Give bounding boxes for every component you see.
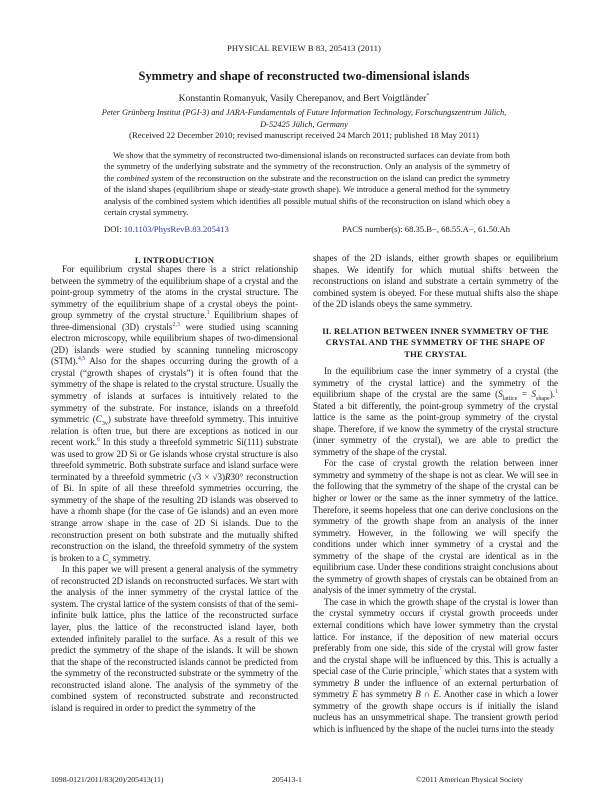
right-column [313, 366, 558, 736]
doi-link[interactable]: 10.1103/PhysRevB.83.205413 [123, 224, 229, 234]
section-heading-relation [313, 326, 558, 360]
received-dates: (Received 22 December 2010; revised manuscript received 24 March 2011; published 18 May 2011) [129, 130, 479, 140]
reference-link[interactable]: 1 [206, 310, 210, 317]
text: ). [549, 389, 555, 400]
affiliation [0, 107, 608, 130]
abstract-text: of the reconstruction on the substrate and the reconstruction on the island can predict the symmetry of the island shapes (equilibrium shape or steady-state growth shape). We introduce a general method for the symmetry analysis of the combined system which identifies all possible mutual shifts of the reconstruction on island which obey a certain crystal symmetry. [104, 173, 510, 218]
pacs-numbers: PACS number(s): 68.35.B−, 68.55.A−, 61.50.Ah [342, 224, 510, 234]
text: symmetry. [110, 552, 151, 563]
text: . Another case in which a lower symmetry of the growth shape occurs is if initially the island nucleus has an unsymmetrical shape. The transient growth period which is influenced by the shape of the nuclei turns into the steady [313, 689, 558, 734]
text: has symmetry [357, 689, 416, 700]
paragraph [313, 366, 558, 458]
footer-issn: 1098-0121/2011/83(20)/205413(11) [51, 775, 164, 784]
reference-link[interactable]: 7 [439, 666, 443, 673]
text: ) substrate have threefold symmetry. This intuitive relation is often true, but there are exceptions as noticed in our recent work. [51, 414, 298, 448]
authors [0, 93, 608, 104]
abstract-text: We show that the symmetry of reconstructed two-dimensional islands on reconstructed surfaces can deviate from both the symmetry of the underlying substrate and the symmetry of the reconstruction. Only an analysis of the symmetry of the [104, 151, 510, 183]
math-symbol: S [531, 389, 537, 400]
paper-title: Symmetry and shape of reconstructed two-dimensional islands [138, 69, 470, 83]
footer-copyright: ©2011 American Physical Society [416, 775, 524, 784]
text: Stated a bit differently, the point-group symmetry of the crystal lattice is the same as the point-group symmetry of the crystal shape. Therefore, if we know the symmetry of the crystal structure (inner symmetry of the crystal), we are able to predict the symmetry of the shape of the crystal. [313, 400, 558, 457]
paragraph: For the case of crystal growth the relation between inner symmetry and symmetry of the shape is not as clear. We will see in the following that the symmetry of the shape of the crystal can be higher or lower or the same as the inner symmetry of the lattice. Therefore, it seems hopeless that one can derive conclusions on the symmetry of the growth shape from an analysis of the inner symmetry. However, in the following we will specify the conditions under which inner symmetry of a crystal and the symmetry of the shape of the crystal are identical as in the equilibrium case. Under these conditions straight conclusions about the symmetry of growth shapes of crystals can be obtained from an analysis of the inner symmetry of the crystal. [313, 458, 558, 596]
affiliation-line-1: Peter Grünberg Institut (PGI-3) and JARA-Fundamentals of Future Information Technology, Forschungszentrum Jülich, [101, 108, 507, 117]
text: were studied using scanning electron microscopy, while equilibrium shapes of two-dimensional (2D) islands were studied by scanning tunneling microscopy (STM). [51, 321, 298, 367]
left-column [51, 264, 298, 714]
math-symbol: B ∩ E [415, 689, 439, 700]
math-subscript: shape [536, 395, 550, 402]
corresponding-author-link[interactable]: * [426, 93, 430, 99]
text: For equilibrium crystal shapes there is a strict relationship between the symmetry of the equilibrium shape of a crystal and the point-group symmetry of the atoms in the crystal structure. The symmetry of the equilibrium shape of a crystal obeys the point-group symmetry of the crystal structure. [51, 264, 298, 321]
text: Also for the shapes occurring during the growth of a crystal (“growth shapes of crystals”) it is often found that the symmetry of the shape is related to the crystal structure. Usually the symmetry of islands at surfaces is intuitively related to the symmetry of the substrate. For instance, islands on a threefold symmetric ( [51, 356, 298, 425]
affiliation-line-2: D-52425 Jülich, Germany [260, 119, 348, 129]
math-symbol: C [102, 552, 109, 563]
math-symbol: R [225, 471, 231, 482]
reference-link[interactable]: 6 [97, 437, 100, 444]
math-symbol: C [95, 414, 102, 425]
text: In the equilibrium case the inner symmetry of a crystal (the symmetry of the crystal lattice) and the symmetry of the equilibrium shape of the crystal are the same ( [313, 366, 558, 400]
math-subscript: lattice [502, 395, 518, 402]
reference-link[interactable]: 4,5 [77, 356, 86, 363]
reference-link[interactable]: 2,3 [172, 321, 180, 328]
text: Equilibrium shapes of three-dimensional (3D) crystals [51, 310, 299, 332]
paragraph: In this paper we will present a general analysis of the symmetry of reconstructed 2D islands on reconstructed surfaces. We start with the analysis of the inner symmetry of the crystal lattice of the system. The crystal lattice of the system consists of that of the semi-infinite bulk lattice, plus the lattice of the reconstructed surface layer, plus the lattice of the reconstructed island layer, both extended infinitely parallel to the surface. As a result of this we predict the symmetry of the shape of the islands. It will be shown that the shape of the reconstructed islands cannot be predicted from the symmetry of the reconstructed substrate or the symmetry of the reconstructed island alone. The analysis of the symmetry of the combined system of reconstructed substrate and reconstructed island is required in order to predict the symmetry of the [51, 564, 298, 713]
heading-line: THE CRYSTAL [404, 348, 467, 359]
abstract [104, 150, 510, 218]
text: In this study a threefold symmetric Si(111) substrate was used to grow 2D Si or Ge islands whose crystal structure is also threefold symmetric. Both substrate surface and island surface were terminated by a threefold symmetric (√3 × √3) [51, 437, 298, 482]
doi-label: DOI: [104, 224, 124, 234]
text: 30° reconstruction of Bi. In spite of all these threefold symmetries occurring, the symmetry of the shape of the resulting 2D islands was observed to have a rhomb shape (for the case of Ge islands) and an even more strange arrow shape in the case of 2D Si islands. Due to the reconstruction present on both substrate and the mutually shifted reconstruction on the island, the threefold symmetry of the system is broken to a [51, 471, 298, 563]
doi [104, 224, 229, 234]
paragraph [51, 264, 298, 564]
text: = [517, 389, 532, 400]
text: The case in which the growth shape of the crystal is lower than the crystal symmetry occurs if crystal growth proceeds under external conditions which have lower symmetry than the crystal lattice. For instance, if the deposition of new material occurs preferably from one side, this side of the crystal will grow faster and the crystal shape will be influenced by this. This is actually a special case of the Curie principle, [313, 596, 558, 677]
math-subscript: s [108, 559, 111, 566]
text: under the influence of an external perturbation of symmetry [313, 677, 559, 700]
right-column-top [313, 253, 558, 311]
math-subscript: 3v [101, 420, 108, 427]
math-symbol: B [353, 677, 360, 688]
footer-page-number: 205413-1 [272, 775, 302, 784]
text: which states that a system with symmetry [313, 666, 558, 688]
heading-line: II. RELATION BETWEEN INNER SYMMETRY OF THE [322, 326, 549, 336]
reference-link[interactable]: 1 [555, 389, 558, 396]
running-head: PHYSICAL REVIEW B 83, 205413 (2011) [226, 43, 382, 53]
paragraph: shapes of the 2D islands, either growth shapes or equilibrium shapes. We identify for which mutual shifts between the reconstructions on island and substrate a certain symmetry of the combined system is obeyed. For these mutual shifts also the shape of the 2D islands obeys the same symmetry. [313, 253, 558, 310]
heading-line: CRYSTAL AND THE SYMMETRY OF THE SHAPE OF [325, 337, 546, 348]
section-heading-introduction: I. INTRODUCTION [134, 255, 215, 265]
abstract-emphasis: combined system [116, 173, 174, 183]
math-symbol: E [352, 689, 358, 700]
math-symbol: S [498, 389, 503, 400]
author-names: Konstantin Romanyuk, Vasily Cherepanov, and Bert Voigtländer [178, 93, 427, 105]
paragraph [313, 597, 558, 736]
